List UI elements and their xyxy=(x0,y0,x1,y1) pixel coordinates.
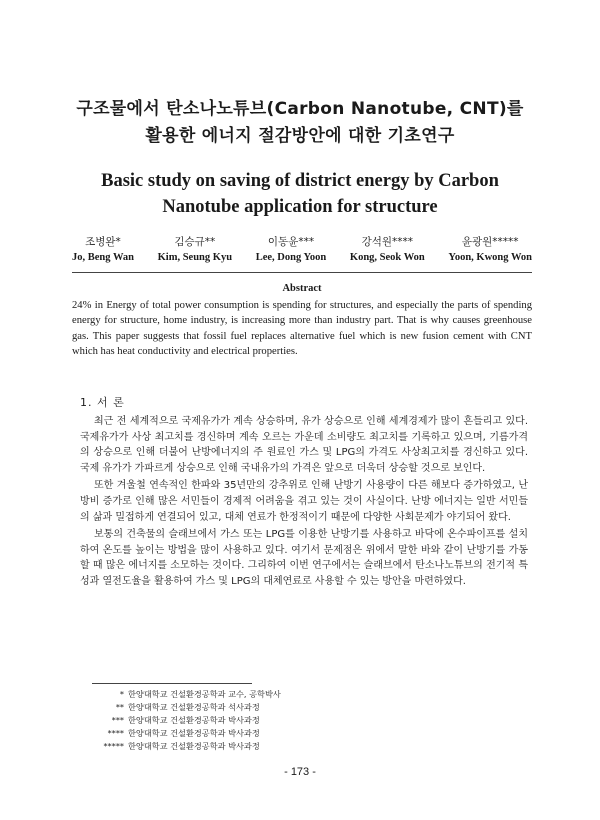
korean-title xyxy=(40,96,560,150)
footnote xyxy=(72,688,281,701)
abstract-heading: Abstract xyxy=(282,283,322,294)
author xyxy=(158,234,232,266)
footnote-mark: *** xyxy=(111,715,124,725)
author xyxy=(256,234,327,266)
author-english-name: Kong, Seok Won xyxy=(349,252,425,263)
footnote-text: 한양대학교 건설환경공학과 박사과정 xyxy=(128,728,260,738)
author-korean-name: 조병완* xyxy=(85,236,121,248)
footnote-mark: * xyxy=(119,689,124,699)
english-title-line-2: Nanotube application for structure xyxy=(162,197,438,217)
author-korean-name: 이동윤*** xyxy=(267,236,315,248)
author-korean-name: 김승규** xyxy=(174,236,216,248)
footnote-mark: **** xyxy=(107,728,124,738)
footnote-text: 한양대학교 건설환경공학과 박사과정 xyxy=(128,741,260,751)
body-paragraph: 또한 겨울철 연속적인 한파와 35년만의 강추위로 인해 난방기 사용량이 다른 해보다 증가하였고, 난방비 증가로 인해 많은 서민들이 경제적 어려움을 겪고 있는 것이 사실이다. 난방 에너지는 일반 서민들의 삶과 밀접하게 연결되어 있고, 대체 연료가 한정적이기 때문에 다양한 사회문제가 야기되어 왔다. xyxy=(80,480,528,523)
footnote-text: 한양대학교 건설환경공학과 석사과정 xyxy=(128,702,260,712)
english-title xyxy=(40,168,560,220)
author-english-name: Yoon, Kwong Won xyxy=(448,252,532,263)
footnote-mark: ** xyxy=(115,702,124,712)
korean-title-line-1: 구조물에서 탄소나노튜브(Carbon Nanotube, CNT)를 xyxy=(76,99,524,119)
footnote-text: 한양대학교 건설환경공학과 교수, 공학박사 xyxy=(128,689,281,699)
body-paragraph: 최근 전 세계적으로 국제유가가 계속 상승하며, 유가 상승으로 인해 세계경제가 많이 흔들리고 있다. 국제유가가 사상 최고치를 경신하며 계속 오르는 가운데 소비량도 최고치를 기록하고 있으며, 기름가격의 상승으로 인해 더불어 난방에너지의 주 원료인 가스 및 LPG의 가격도 사상최고치를 경신하고 있다. 국제 유가가 가파르게 상승으로 인해 국내유가의 가격은 앞으로 더욱더 상승할 것으로 보인다. xyxy=(80,416,528,474)
author-korean-name: 강석원**** xyxy=(361,236,414,248)
body-paragraph: 보통의 건축물의 슬래브에서 가스 또는 LPG를 이용한 난방기를 사용하고 바닥에 온수파이프를 설치하여 온도를 높이는 방법을 많이 사용하고 있다. 여기서 문제점은 위에서 말한 바와 같이 난방기를 가동할 때 많은 에너지를 소모하는 것이다. 그리하여 이번 연구에서는 슬래브에서 탄소나노튜브의 전기적 특성과 열전도율을 활용하여 가스 및 LPG의 대체연료로 사용할 수 있는 방안을 마련하였다. xyxy=(80,529,528,587)
footnote xyxy=(72,727,281,740)
header-divider xyxy=(72,272,532,273)
author-english-name: Lee, Dong Yoon xyxy=(255,252,327,263)
abstract-text: 24% in Energy of total power consumption is spending for structures, and especially the parts of spending energy for structure, home industry, is increasing more than industry part. That is why causes greenhouse gas. This paper suggests that fossil fuel replaces alternative fuel which is new fusion cement with CNT which has heat conductivity and electrical properties. xyxy=(72,300,532,358)
footnote-text: 한양대학교 건설환경공학과 박사과정 xyxy=(128,715,260,725)
page-number: - 173 - xyxy=(284,766,316,778)
author-korean-name: 윤광원***** xyxy=(461,236,519,248)
author-english-name: Kim, Seung Kyu xyxy=(157,252,233,263)
footnote-mark: ***** xyxy=(103,741,124,751)
footnote xyxy=(72,740,281,753)
section-body xyxy=(80,414,528,592)
footnote-divider xyxy=(92,683,252,684)
author-list xyxy=(72,234,532,266)
english-title-line-1: Basic study on saving of district energy by Carbon xyxy=(101,171,499,191)
author xyxy=(350,234,425,266)
footnotes xyxy=(72,688,281,753)
footnote xyxy=(72,701,281,714)
korean-title-line-2: 활용한 에너지 절감방안에 대한 기초연구 xyxy=(145,126,455,146)
author xyxy=(72,234,134,266)
author-english-name: Jo, Beng Wan xyxy=(72,252,134,263)
footnote xyxy=(72,714,281,727)
author xyxy=(448,234,532,266)
section-heading-introduction: 1. 서 론 xyxy=(80,396,125,409)
